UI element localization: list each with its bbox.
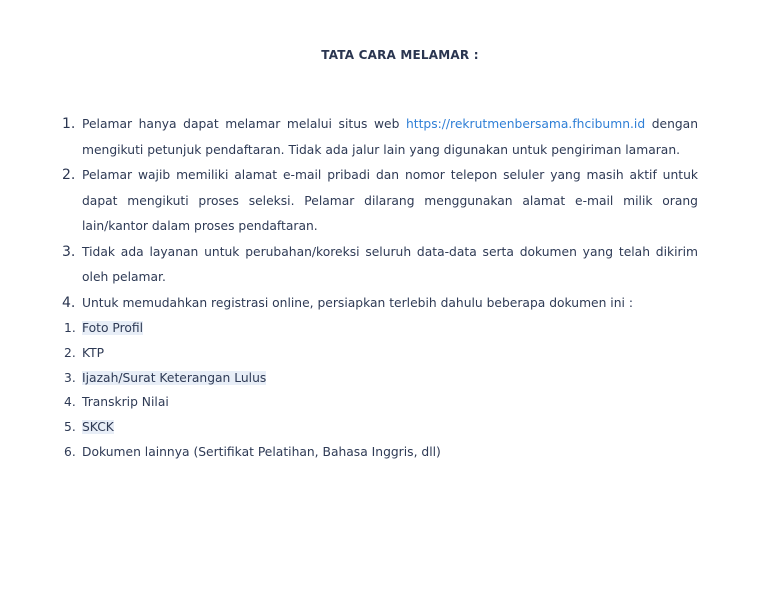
document-number: 3.: [64, 370, 76, 385]
step-number: 2.: [62, 167, 76, 183]
step-item-2: [62, 163, 698, 240]
document-number: 1.: [64, 321, 76, 335]
document-number: 5.: [64, 420, 76, 435]
document-label: SKCK: [82, 420, 114, 435]
document-item: [62, 390, 441, 415]
page-title: TATA CARA MELAMAR :: [321, 48, 479, 62]
step-text: Pelamar hanya dapat melamar melalui situs web: [82, 117, 406, 131]
step-item-4: [62, 291, 698, 317]
document-label: Dokumen lainnya (Sertifikat Pelatihan, Bahasa Inggris, dll): [82, 444, 441, 459]
step-number: 4.: [62, 294, 76, 311]
step-number: 3.: [62, 243, 76, 260]
document-label: Foto Profil: [82, 321, 144, 335]
application-steps-list: [62, 112, 698, 316]
step-number: 1.: [62, 116, 76, 132]
step-text: Pelamar wajib memiliki alamat e-mail pribadi dan nomor telepon seluler yang masih aktif untuk dapat mengikuti proses seleksi. Pelamar dilarang menggunakan alamat e-mail milik orang lain/kantor dalam proses pendaftaran.: [82, 168, 698, 233]
document-label: Ijazah/Surat Keterangan Lulus: [82, 370, 267, 385]
step-item-3: [62, 240, 698, 291]
document-number: 4.: [64, 395, 76, 410]
document-item: [62, 366, 441, 391]
step-text: dengan mengikuti petunjuk pendaftaran. Tidak ada jalur lain yang digunakan untuk pengiriman lamaran.: [82, 117, 698, 157]
document-number: 6.: [64, 444, 76, 459]
step-text: Tidak ada layanan untuk perubahan/koreksi seluruh data-data serta dokumen yang telah dikirim oleh pelamar.: [82, 244, 698, 284]
document-item: [62, 341, 441, 366]
document-number: 2.: [64, 345, 76, 360]
document-item: [62, 415, 441, 440]
step-text: Untuk memudahkan registrasi online, persiapkan terlebih dahulu beberapa dokumen ini :: [82, 295, 633, 310]
document-item: [62, 316, 441, 341]
document-label: KTP: [82, 345, 105, 360]
required-documents-list: [62, 316, 441, 465]
step-item-1: [62, 112, 698, 163]
document-item: [62, 440, 441, 465]
recruitment-site-link[interactable]: https://rekrutmenbersama.fhcibumn.id: [405, 117, 646, 131]
document-label: Transkrip Nilai: [82, 395, 169, 410]
